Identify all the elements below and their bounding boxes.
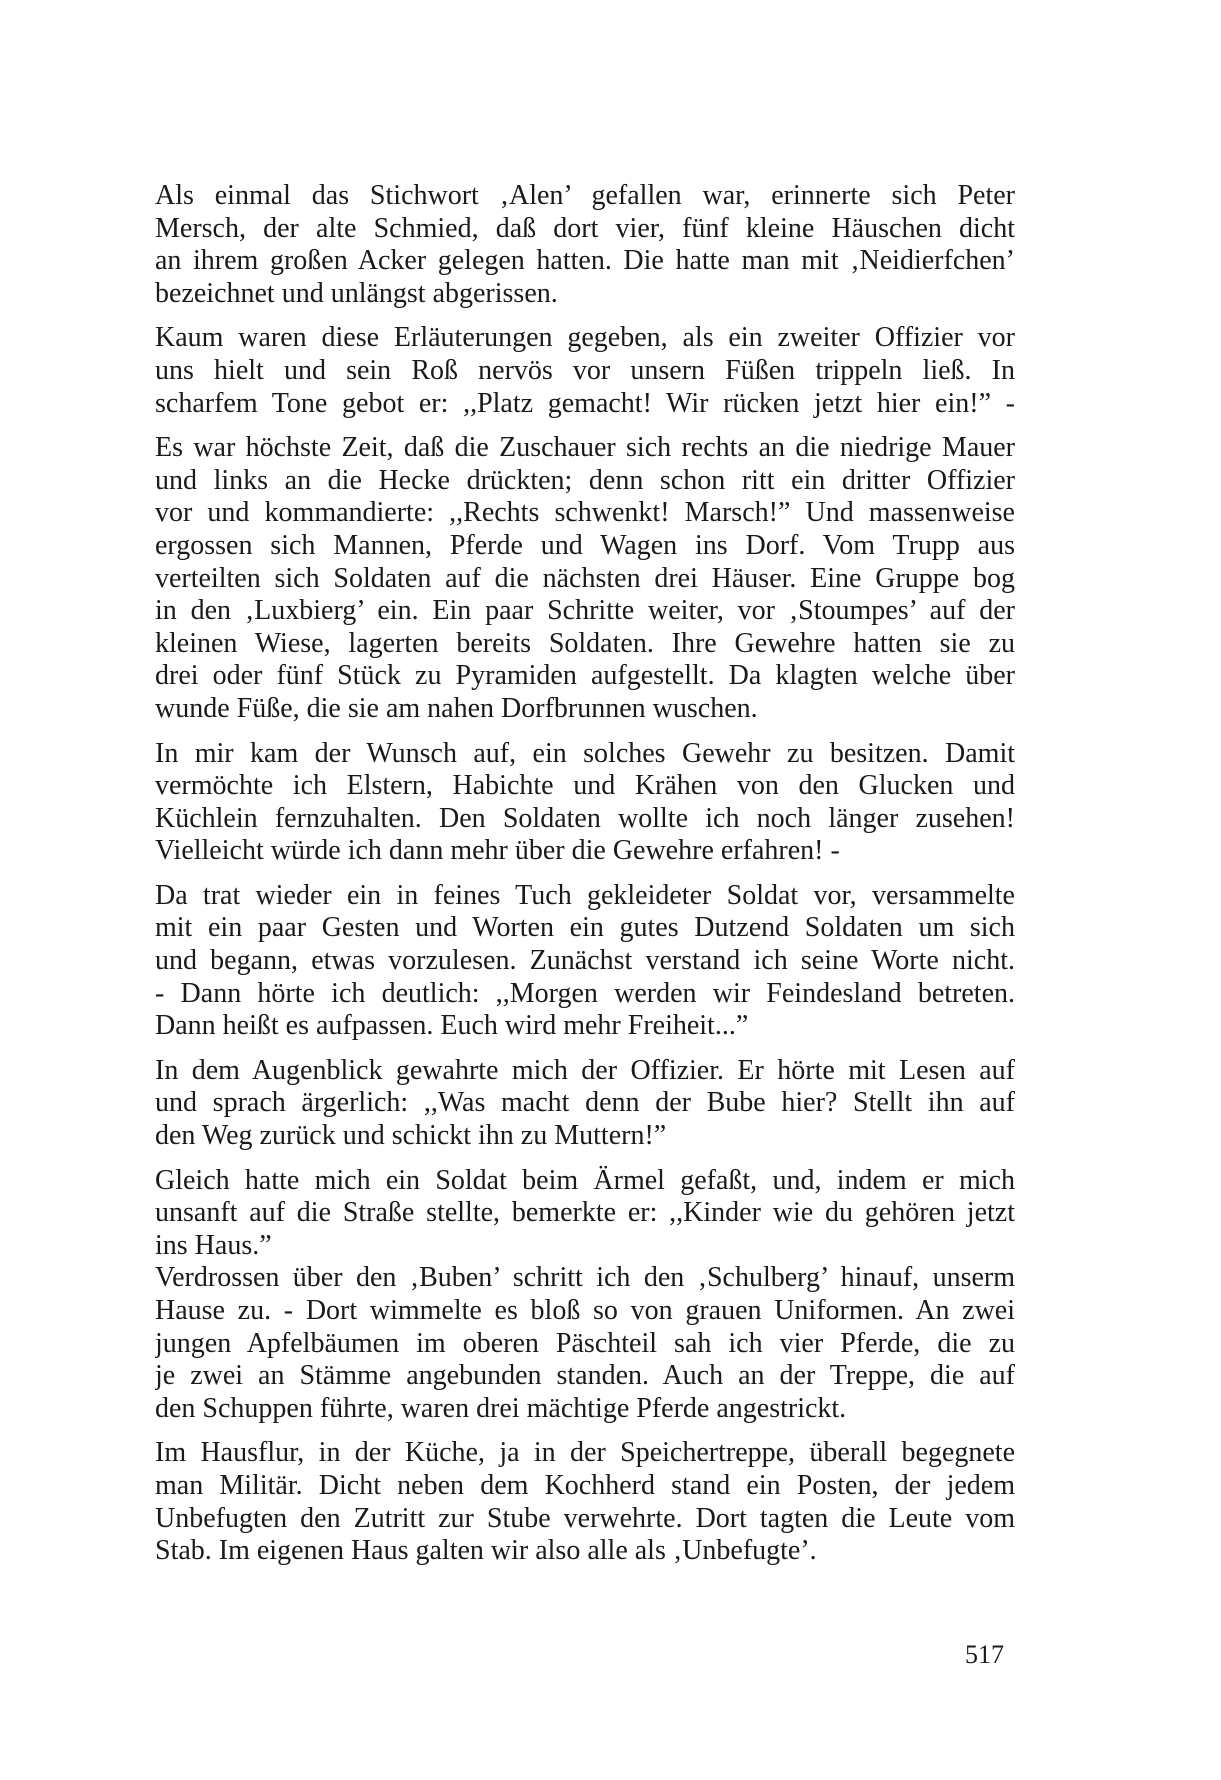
text-line: an ihrem großen Acker gelegen hatten. Die hatte man mit ‚Neidierfchen’	[155, 245, 1015, 277]
paragraph-3	[155, 432, 1015, 725]
text-line: Gleich hatte mich ein Soldat beim Ärmel gefaßt, und, indem er mich	[155, 1164, 1015, 1196]
paragraph-9	[155, 1437, 1015, 1567]
text-line: Es war höchste Zeit, daß die Zuschauer sich rechts an die niedrige Mauer	[155, 432, 1015, 464]
paragraph-7	[155, 1165, 1015, 1263]
text-line: mit ein paar Gesten und Worten ein gutes Dutzend Soldaten um sich	[155, 912, 1015, 944]
text-line: Verdrossen über den ‚Buben’ schritt ich den ‚Schulberg’ hinauf, unserm	[155, 1262, 1015, 1294]
text-line: uns hielt und sein Roß nervös vor unsern Füßen trippeln ließ. In	[155, 354, 1015, 386]
text-line: Im Hausflur, in der Küche, ja in der Speichertreppe, überall begegnete	[155, 1437, 1015, 1469]
text-line: Dann heißt es aufpassen. Euch wird mehr Freiheit...”	[155, 1010, 749, 1042]
text-line: scharfem Tone gebot er: ,,Platz gemacht! Wir rücken jetzt hier ein!” -	[155, 387, 1015, 419]
paragraph-8	[155, 1262, 1015, 1425]
text-line: Als einmal das Stichwort ‚Alen’ gefallen war, erinnerte sich Peter	[155, 180, 1015, 211]
text-line: vermöchte ich Elstern, Habichte und Krähen von den Glucken und	[155, 770, 1015, 802]
text-line: In dem Augenblick gewahrte mich der Offizier. Er hörte mit Lesen auf	[155, 1054, 1015, 1086]
text-line: je zwei an Stämme angebunden standen. Auch an der Treppe, die auf	[155, 1360, 1015, 1392]
text-line: vor und kommandierte: ,,Rechts schwenkt! Marsch!” Und massenweise	[155, 497, 1015, 529]
page-number: 517	[965, 1640, 1004, 1669]
text-line: Unbefugten den Zutritt zur Stube verwehrte. Dort tagten die Leute vom	[155, 1502, 1015, 1534]
text-line: man Militär. Dicht neben dem Kochherd stand ein Posten, der jedem	[155, 1469, 1015, 1501]
text-line: und sprach ärgerlich: ,,Was macht denn der Bube hier? Stellt ihn auf	[155, 1087, 1015, 1119]
paragraph-1	[155, 180, 1015, 310]
text-line: den Weg zurück und schickt ihn zu Muttern!”	[155, 1120, 667, 1152]
text-line: Vielleicht würde ich dann mehr über die Gewehre erfahren! -	[155, 835, 840, 867]
paragraph-4	[155, 738, 1015, 868]
paragraph-6	[155, 1055, 1015, 1153]
text-line: Da trat wieder ein in feines Tuch gekleideter Soldat vor, versammelte	[155, 879, 1015, 911]
paragraph-2	[155, 322, 1015, 420]
text-line: verteilten sich Soldaten auf die nächsten drei Häuser. Eine Gruppe bog	[155, 562, 1015, 594]
text-line: bezeichnet und unlängst abgerissen.	[155, 277, 558, 309]
text-line: Kaum waren diese Erläuterungen gegeben, als ein zweiter Offizier vor	[155, 322, 1015, 354]
text-line: Hause zu. - Dort wimmelte es bloß so von grauen Uniformen. An zwei	[155, 1295, 1015, 1326]
text-line: Küchlein fernzuhalten. Den Soldaten wollte ich noch länger zusehen!	[155, 802, 1015, 834]
text-line: Stab. Im eigenen Haus galten wir also alle als ‚Unbefugte’.	[155, 1535, 817, 1567]
text-line: und begann, etwas vorzulesen. Zunächst verstand ich seine Worte nicht.	[155, 945, 1015, 977]
text-line: jungen Apfelbäumen im oberen Päschteil sah ich vier Pferde, die zu	[155, 1327, 1015, 1359]
text-line: ergossen sich Mannen, Pferde und Wagen ins Dorf. Vom Trupp aus	[155, 529, 1015, 561]
text-line: und links an die Hecke drückten; denn schon ritt ein dritter Offizier	[155, 464, 1015, 496]
text-line: in den ‚Luxbierg’ ein. Ein paar Schritte weiter, vor ‚Stoumpes’ auf der	[155, 595, 1015, 627]
text-line: ins Haus.”	[155, 1229, 272, 1261]
text-line: In mir kam der Wunsch auf, ein solches Gewehr zu besitzen. Damit	[155, 737, 1015, 769]
body-text	[155, 180, 1015, 1580]
text-line: unsanft auf die Straße stellte, bemerkte er: ,,Kinder wie du gehören jetzt	[155, 1197, 1015, 1229]
text-line: Mersch, der alte Schmied, daß dort vier, fünf kleine Häuschen dicht	[155, 212, 1015, 244]
text-line: kleinen Wiese, lagerten bereits Soldaten. Ihre Gewehre hatten sie zu	[155, 627, 1015, 659]
text-line: - Dann hörte ich deutlich: ,,Morgen werden wir Feindesland betreten.	[155, 977, 1015, 1009]
text-line: drei oder fünf Stück zu Pyramiden aufgestellt. Da klagten welche über	[155, 660, 1015, 692]
text-line: wunde Füße, die sie am nahen Dorfbrunnen wuschen.	[155, 692, 758, 724]
text-line: den Schuppen führte, waren drei mächtige Pferde angestrickt.	[155, 1392, 847, 1424]
paragraph-5	[155, 880, 1015, 1043]
